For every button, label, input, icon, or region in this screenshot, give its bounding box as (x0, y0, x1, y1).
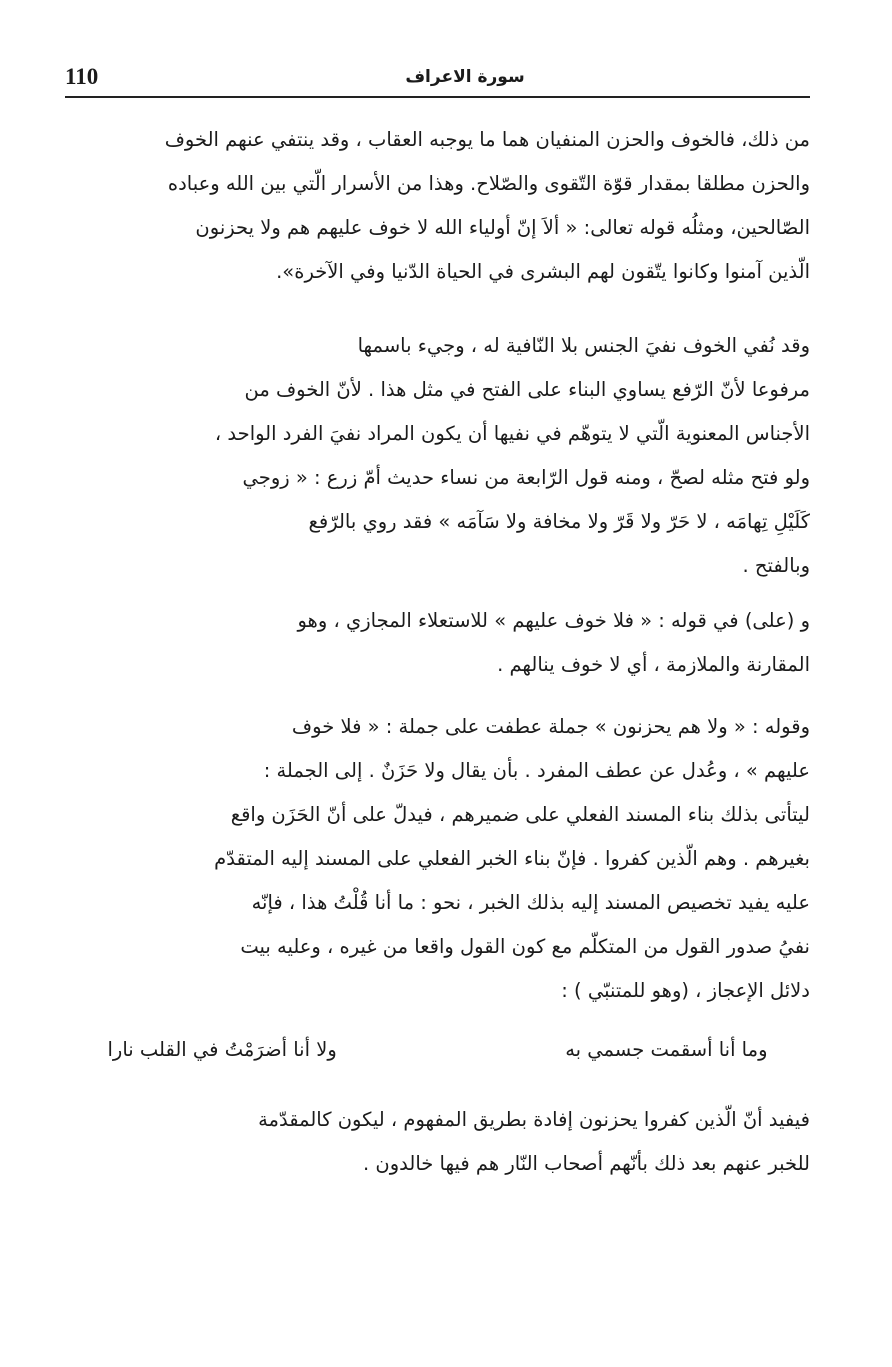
paragraph-1 (65, 118, 810, 294)
verse-second-hemistich: ولا أنا أضرَمْتُ في القلب نارا (107, 1038, 337, 1061)
text-line: فيفيد أنّ الّذين كفروا يحزنون إفادة بطريق المفهوم ، ليكون كالمقدّمة (258, 1108, 810, 1131)
body-text (65, 118, 810, 1175)
page-number: 110 (65, 64, 99, 89)
text-line: ولو فتح مثله لصحّ ، ومنه قول الرّابعة من نساء حديث أمّ زرع : « زوجي (242, 466, 810, 489)
text-line: عليه يفيد تخصيص المسند إليه بذلك الخبر ، نحو : ما أنا قُلْتُ هذا ، فإنّه (251, 891, 810, 914)
text-line: الصّالحين، ومثلُه قوله تعالى: « ألاَ إنّ أولياء الله لا خوف عليهم هم ولا يحزنون (195, 216, 810, 239)
page-header (65, 64, 810, 98)
verse-first-hemistich: وما أنا أسقمت جسمي به (565, 1038, 768, 1061)
text-line: وقد نُفي الخوف نفيَ الجنس بلا النّافية له ، وجيء باسمها (357, 334, 810, 357)
paragraph-2 (65, 324, 810, 588)
text-line: وبالفتح . (742, 554, 810, 577)
text-line: الأجناس المعنوية الّتي لا يتوهّم في نفيها أن يكون المراد نفيَ الفرد الواحد ، (214, 422, 810, 445)
paragraph-3 (65, 599, 810, 687)
text-line: الّذين آمنوا وكانوا يتّقون لهم البشرى في الحياة الدّنيا وفي الآخرة». (276, 260, 810, 283)
text-line: المقارنة والملازمة ، أي لا خوف ينالهم . (497, 653, 810, 676)
paragraph-4 (65, 705, 810, 1013)
surah-title: سورة الاعراف (405, 67, 525, 87)
text-line: و (على) في قوله : « فلا خوف عليهم » للاستعلاء المجازي ، وهو (297, 609, 810, 632)
text-line: كَلَيْلِ تِهامَه ، لا حَرّ ولا قَرّ ولا مخافة ولا سَآمَه » فقد روي بالرّفع (308, 510, 810, 533)
text-line: والحزن مطلقا بمقدار قوّة التّقوى والصّلاح. وهذا من الأسرار الّتي بين الله وعباده (167, 172, 810, 195)
text-line: بغيرهم . وهم الّذين كفروا . فإنّ بناء الخبر الفعلي على المسند إليه المتقدّم (214, 847, 810, 870)
text-line: نفيُ صدور القول من المتكلّم مع كون القول واقعا من غيره ، وعليه بيت (240, 935, 810, 958)
text-line: دلائل الإعجاز ، (وهو للمتنبّي ) : (561, 979, 810, 1002)
text-line: من ذلك، فالخوف والحزن المنفيان هما ما يوجبه العقاب ، وقد ينتفي عنهم الخوف (164, 128, 810, 151)
text-line: وقوله : « ولا هم يحزنون » جملة عطفت على جملة : « فلا خوف (291, 715, 810, 738)
text-line: للخبر عنهم بعد ذلك بأنّهم أصحاب النّار هم فيها خالدون . (363, 1152, 810, 1175)
text-line: مرفوعا لأنّ الرّفع يساوي البناء على الفتح في مثل هذا . لأنّ الخوف من (244, 378, 810, 401)
paragraph-5 (65, 1098, 810, 1186)
text-line: عليهم » ، وعُدل عن عطف المفرد . بأن يقال ولا حَزَنٌ . إلى الجملة : (263, 759, 810, 782)
text-line: ليتأتى بذلك بناء المسند الفعلي على ضميرهم ، فيدلّ على أنّ الحَزَن واقع (230, 803, 810, 826)
poetry-verse (65, 1028, 810, 1072)
